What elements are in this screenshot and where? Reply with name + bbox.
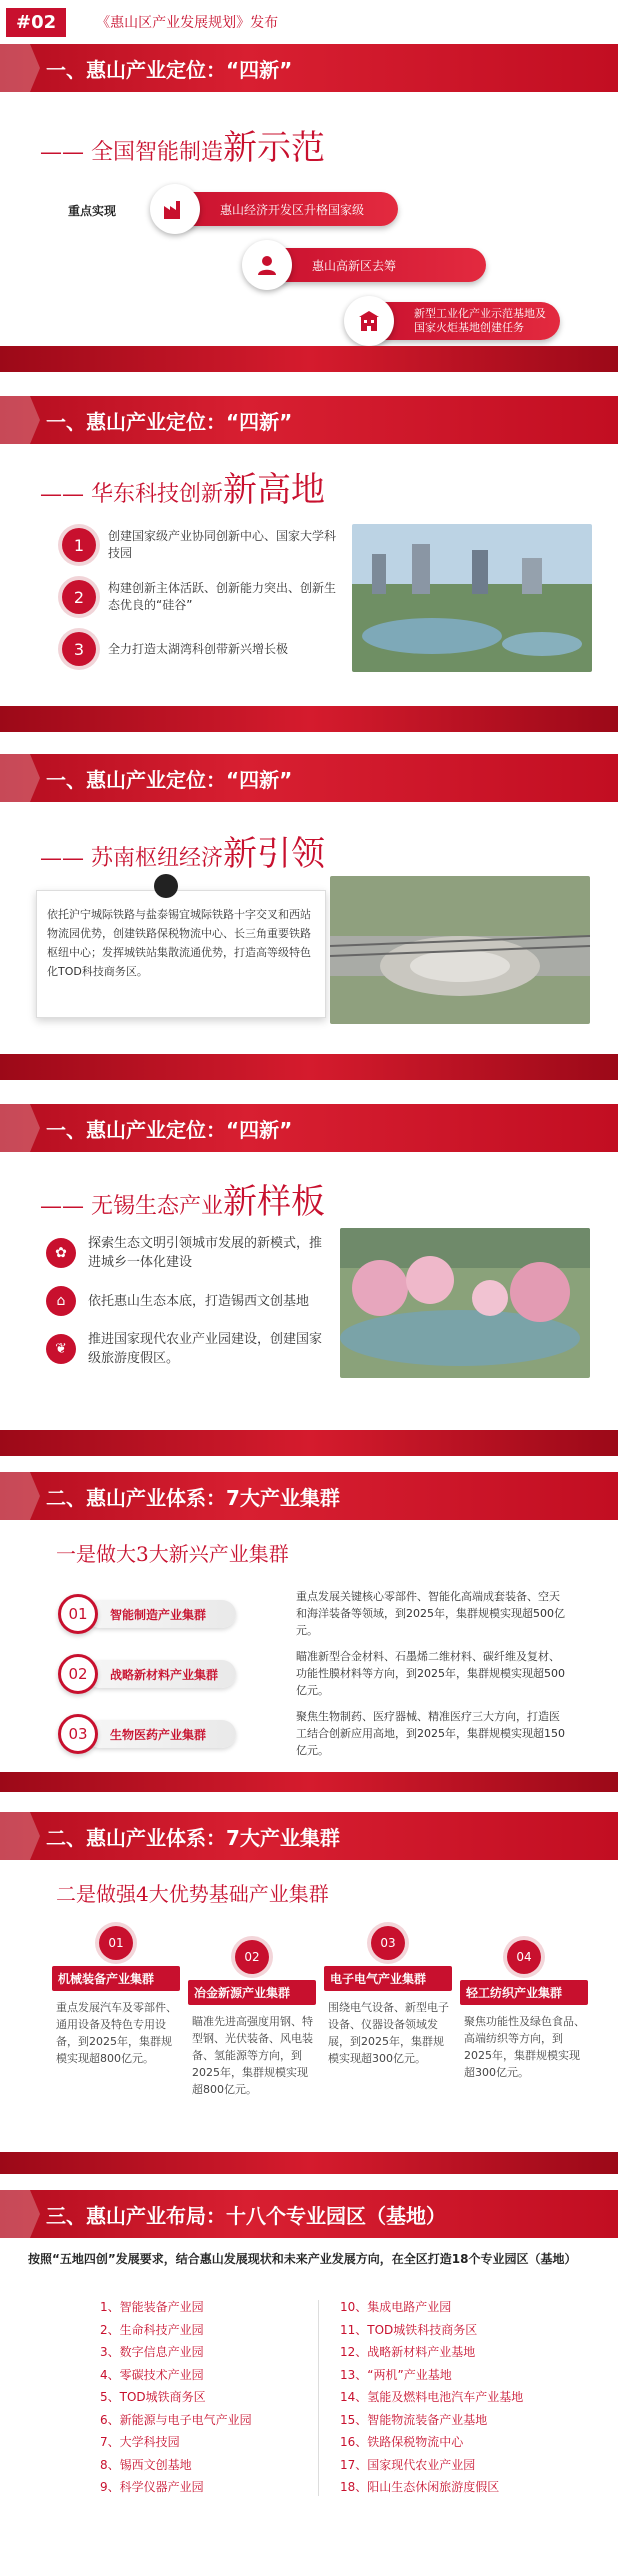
section-header <box>0 1104 618 1152</box>
clip-icon <box>154 874 178 898</box>
hub-description: 依托沪宁城际铁路与盐泰锡宜城际铁路十字交叉和西站物流园优势，创建铁路保税物流中心、长三角重要铁路枢纽中心；发挥城铁站集散流通优势，打造高等级特色化TOD科技商务区。 <box>47 908 311 978</box>
pill-item-2 <box>250 248 486 282</box>
city-aerial-photo <box>352 524 592 672</box>
cluster-cards <box>52 1926 585 2146</box>
parks-divider <box>318 2300 319 2496</box>
section-smart-manufacturing <box>0 44 618 372</box>
card-title: 机械装备产业集群 <box>52 1966 180 1991</box>
home-icon: ⌂ <box>46 1286 76 1316</box>
parks-intro: 按照“五地四创”发展要求，结合惠山发展现状和未来产业发展方向，在全区打造18个专业园区（基地） <box>28 2252 577 2266</box>
card-description: 瞄准先进高强度用钢、特型钢、光伏装备、风电装备、氢能源等方向，到2025年，集群规模实现超800亿元。 <box>192 2015 313 2096</box>
park-item: 14、氢能及燃料电池汽车产业基地 <box>340 2390 524 2404</box>
subtitle-highlight: 新样板 <box>223 1182 325 1222</box>
section-base-clusters <box>0 1812 618 2174</box>
item-text: 创建国家级产业协同创新中心、国家大学科技园 <box>108 529 337 560</box>
subtitle-prefix: —— 苏南枢纽经济 <box>40 846 223 871</box>
park-item: 11、TOD城铁科技商务区 <box>340 2322 478 2337</box>
section-band <box>0 346 618 372</box>
section-band <box>0 2152 618 2174</box>
card-number: 04 <box>507 1940 541 1974</box>
key-label: 重点实现 <box>68 204 117 218</box>
header-ribbon-icon <box>0 44 40 92</box>
item-text: 依托惠山生态本底，打造锡西文创基地 <box>88 1293 310 1309</box>
section-heading: 一、惠山产业定位：“四新” <box>46 57 293 82</box>
card-number: 01 <box>99 1926 133 1960</box>
cluster-card <box>52 1926 180 2067</box>
section-subtitle: 二是做强4大优势基础产业集群 <box>56 1882 329 1906</box>
list-item <box>46 1330 331 1368</box>
hub-description-card <box>36 890 326 1018</box>
section-header <box>0 2190 618 2238</box>
park-item: 2、生命科技产业园 <box>100 2322 204 2337</box>
railway-station-photo <box>330 876 590 1024</box>
pill-text: 新型工业化产业示范基地及国家火炬基地创建任务 <box>414 307 546 334</box>
section-emerging-clusters <box>0 1472 618 1792</box>
section-heading: 二、惠山产业体系：7大产业集群 <box>46 1485 340 1510</box>
park-item: 1、智能装备产业园 <box>100 2300 204 2314</box>
item-text: 构建创新主体活跃、创新能力突出、创新生态优良的“硅谷” <box>108 581 337 612</box>
park-item: 9、科学仪器产业园 <box>100 2480 204 2494</box>
header-ribbon-icon <box>0 1472 40 1520</box>
header-ribbon-icon <box>0 2190 40 2238</box>
section-heading: 二、惠山产业体系：7大产业集群 <box>46 1825 340 1850</box>
section-subtitle: 一是做大3大新兴产业集群 <box>56 1542 289 1566</box>
section-heading: 一、惠山产业定位：“四新” <box>46 1117 293 1142</box>
item-number: 2 <box>62 580 96 614</box>
section-heading: 三、惠山产业布局：十八个专业园区（基地） <box>46 2203 446 2228</box>
list-item <box>62 580 342 614</box>
list-item <box>46 1286 331 1316</box>
factory-icon <box>150 184 200 234</box>
park-item: 13、“两机”产业基地 <box>340 2367 452 2382</box>
cluster-number: 02 <box>58 1654 98 1694</box>
park-item: 7、大学科技园 <box>100 2435 180 2449</box>
cluster-row <box>58 1654 236 1694</box>
subtitle-prefix: —— 无锡生态产业 <box>40 1194 223 1219</box>
park-item: 8、锡西文创基地 <box>100 2457 192 2472</box>
item-text: 推进国家现代农业产业园建设，创建国家级旅游度假区。 <box>88 1332 323 1366</box>
cluster-description: 聚焦生物制药、医疗器械、精准医疗三大方向，打造医工结合创新应用高地，到2025年，集群规模实现超150亿元。 <box>296 1710 565 1757</box>
list-item <box>62 528 342 562</box>
section-band <box>0 1430 618 1456</box>
section-subtitle <box>0 462 618 511</box>
section-subtitle <box>0 826 618 875</box>
park-item: 17、国家现代农业产业园 <box>340 2457 476 2472</box>
section-heading: 一、惠山产业定位：“四新” <box>46 767 293 792</box>
card-number: 03 <box>371 1926 405 1960</box>
header-ribbon-icon <box>0 396 40 444</box>
issue-tag: #02 <box>6 8 66 37</box>
top-strip <box>0 0 618 44</box>
park-item: 12、战略新材料产业基地 <box>340 2345 476 2359</box>
innovation-list <box>62 528 342 666</box>
section-parks <box>0 2190 618 2500</box>
parks-lists <box>0 2296 618 2496</box>
section-subtitle <box>0 120 618 169</box>
cluster-card <box>188 1940 316 2098</box>
subtitle-highlight: 新引领 <box>223 834 325 874</box>
card-title: 冶金新源产业集群 <box>188 1980 316 2005</box>
section-band <box>0 1772 618 1792</box>
park-item: 5、TOD城铁商务区 <box>100 2390 206 2404</box>
article-title: 《惠山区产业发展规划》发布 <box>96 15 279 31</box>
section-header <box>0 44 618 92</box>
blossom-lake-photo <box>340 1228 590 1378</box>
card-description: 重点发展汽车及零部件、通用设备及特色专用设备，到2025年，集群规模实现超800亿元。 <box>56 2001 177 2065</box>
section-hub-economy <box>0 754 618 1080</box>
pill-text: 惠山高新区去筹 <box>312 258 397 273</box>
item-number: 1 <box>62 528 96 562</box>
section-tech-innovation <box>0 396 618 732</box>
header-ribbon-icon <box>0 1812 40 1860</box>
park-item: 16、铁路保税物流中心 <box>340 2435 464 2449</box>
section-band <box>0 706 618 732</box>
cluster-card <box>324 1926 452 2067</box>
parks-list-left <box>100 2296 252 2499</box>
card-description: 围绕电气设备、新型电子设备、仪器设备领域发展，到2025年，集群规模实现超300亿元。 <box>328 2001 449 2065</box>
subtitle-highlight: 新高地 <box>223 470 325 510</box>
section-header <box>0 754 618 802</box>
subtitle-prefix: —— 华东科技创新 <box>40 482 223 507</box>
cluster-name: 战略新材料产业集群 <box>86 1660 236 1688</box>
cluster-number: 01 <box>58 1594 98 1634</box>
pill-item-1 <box>158 192 398 226</box>
header-ribbon-icon <box>0 754 40 802</box>
pill-text: 惠山经济开发区升格国家级 <box>220 202 365 217</box>
section-header <box>0 1472 618 1520</box>
park-item: 10、集成电路产业园 <box>340 2300 452 2314</box>
person-icon <box>242 240 292 290</box>
item-number: 3 <box>62 632 96 666</box>
pill-item-3 <box>352 302 560 340</box>
cluster-number: 03 <box>58 1714 98 1754</box>
park-item: 3、数字信息产业园 <box>100 2345 204 2359</box>
card-description: 聚焦功能性及绿色食品、高端纺织等方向，到2025年，集群规模实现超300亿元。 <box>464 2015 585 2079</box>
cluster-row <box>58 1714 236 1754</box>
item-text: 全力打造太湖湾科创带新兴增长极 <box>108 641 289 656</box>
ecology-list <box>46 1234 331 1368</box>
section-band <box>0 1054 618 1080</box>
card-number: 02 <box>235 1940 269 1974</box>
section-header <box>0 396 618 444</box>
cluster-name: 智能制造产业集群 <box>86 1600 236 1628</box>
card-title: 轻工纺织产业集群 <box>460 1980 588 2005</box>
parks-list-right <box>340 2296 523 2499</box>
park-item: 4、零碳技术产业园 <box>100 2367 204 2382</box>
park-item: 18、阳山生态休闲旅游度假区 <box>340 2480 500 2494</box>
cluster-card <box>460 1940 588 2081</box>
park-item: 15、智能物流装备产业基地 <box>340 2412 488 2427</box>
section-header <box>0 1812 618 1860</box>
card-title: 电子电气产业集群 <box>324 1966 452 1991</box>
cluster-description: 瞄准新型合金材料、石墨烯二维材料、碳纤维及复材、功能性膜材料等方向，到2025年，集群规模实现超500亿元。 <box>296 1650 565 1697</box>
building-icon <box>344 296 394 346</box>
cluster-name: 生物医药产业集群 <box>86 1720 236 1748</box>
item-text: 探索生态文明引领城市发展的新模式，推进城乡一体化建设 <box>88 1236 323 1270</box>
header-ribbon-icon <box>0 1104 40 1152</box>
section-ecology <box>0 1104 618 1456</box>
list-item <box>62 632 342 666</box>
subtitle-highlight: 新示范 <box>223 128 325 168</box>
park-item: 6、新能源与电子电气产业园 <box>100 2412 252 2427</box>
section-heading: 一、惠山产业定位：“四新” <box>46 409 293 434</box>
section-subtitle <box>0 1174 618 1223</box>
cluster-row <box>58 1594 236 1634</box>
leaf-icon: ✿ <box>46 1238 76 1268</box>
subtitle-prefix: —— 全国智能制造 <box>40 140 223 165</box>
sprout-icon: ❦ <box>46 1334 76 1364</box>
cluster-description: 重点发展关键核心零部件、智能化高端成套装备、空天和海洋装备等领域，到2025年，集群规模实现超500亿元。 <box>296 1590 565 1637</box>
list-item <box>46 1234 331 1272</box>
